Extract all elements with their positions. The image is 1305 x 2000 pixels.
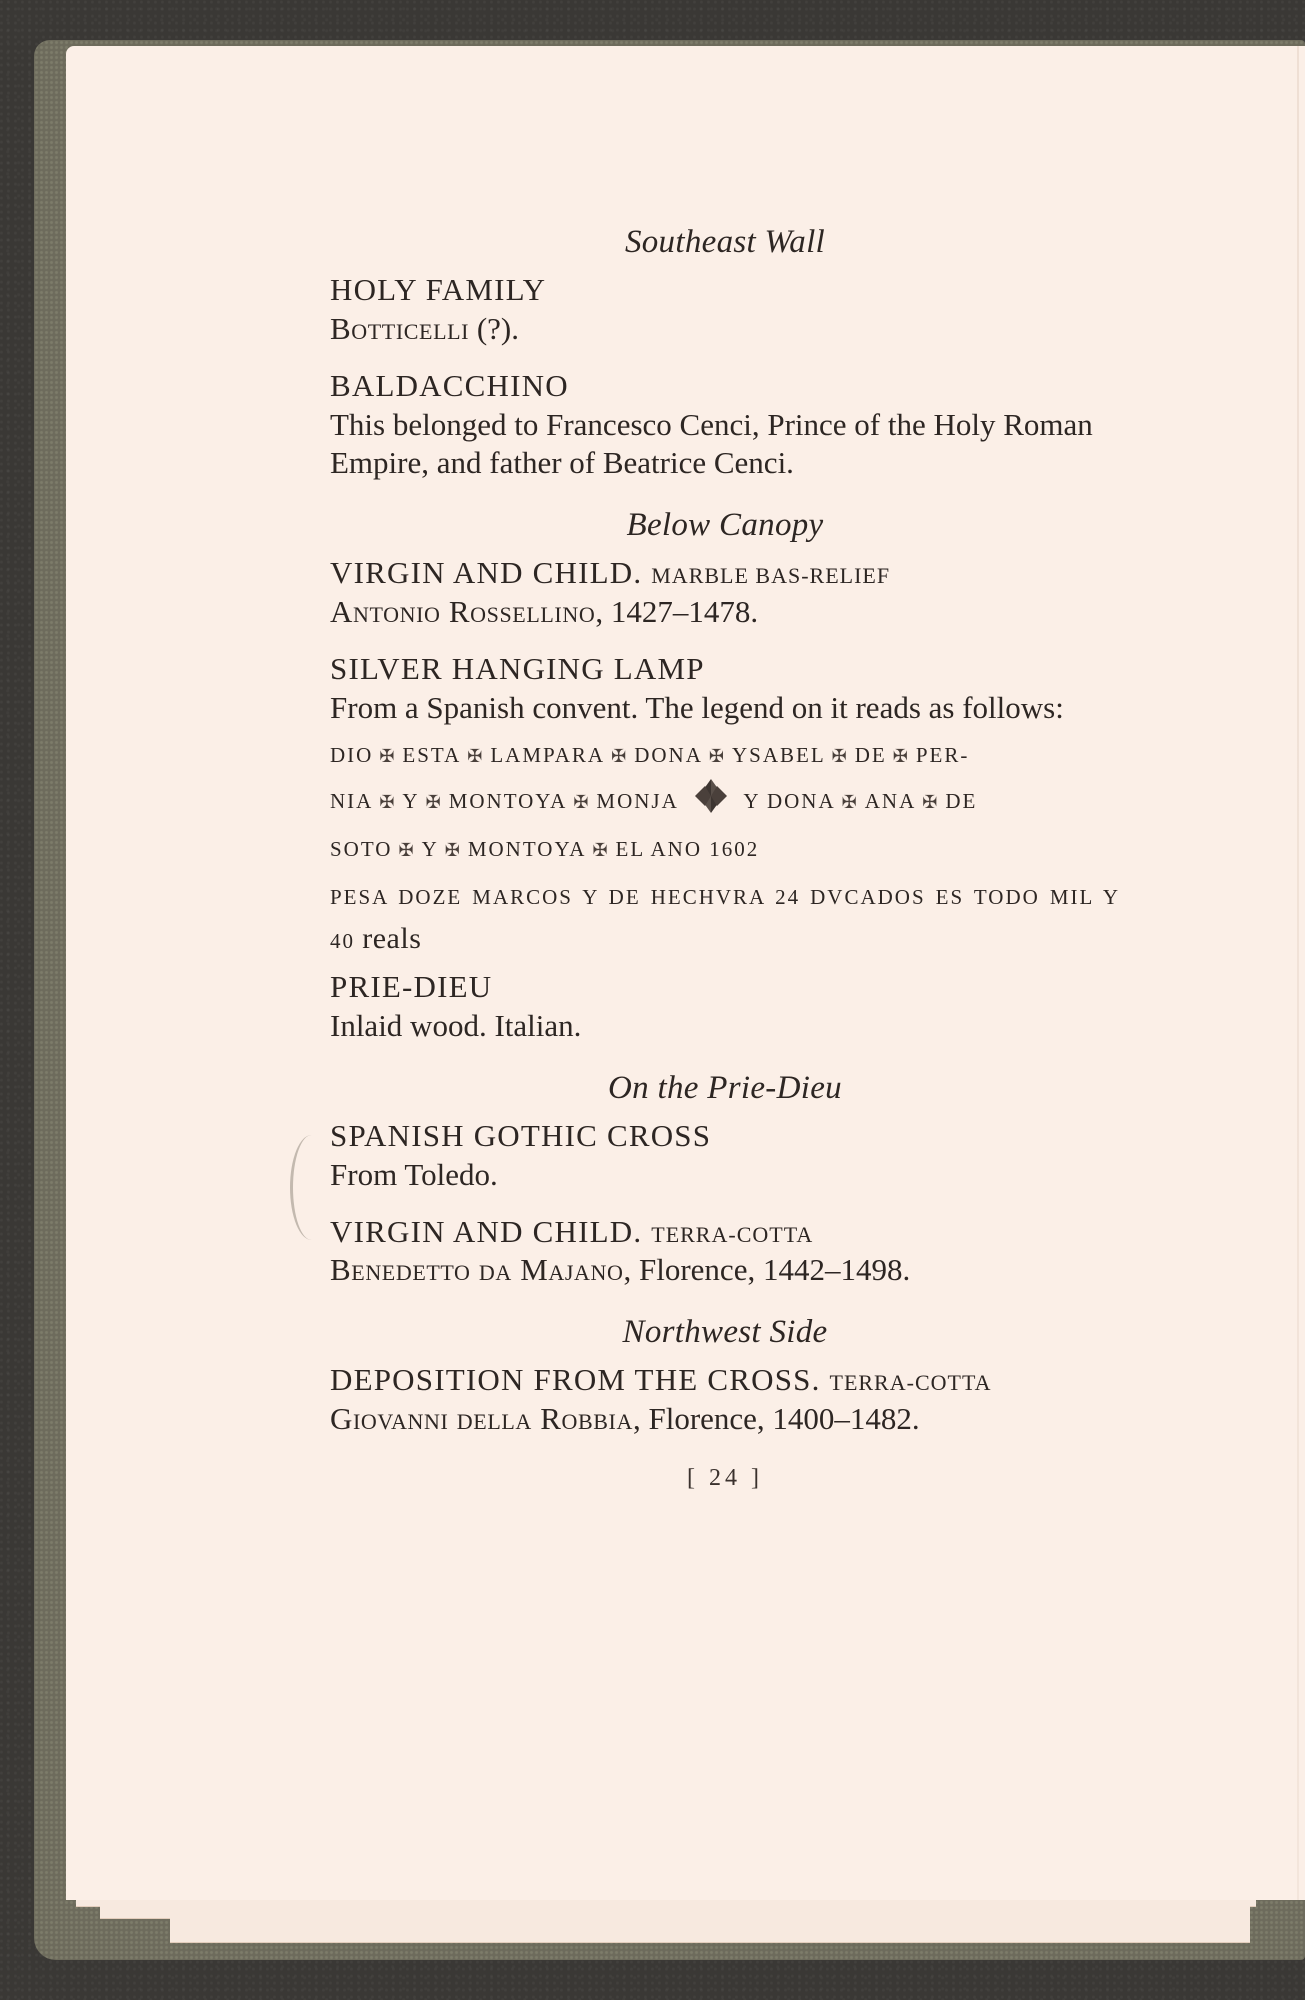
lamp-inscription [330, 735, 1120, 962]
section-heading-southeast-wall: Southeast Wall [624, 224, 826, 260]
section-heading-northwest-side: Northwest Side [622, 1314, 828, 1350]
inscription-weight: PESA DOZE MARCOS Y DE HECHVRA 24 DVCADOS ES TODO MIL Y 40 reals [330, 885, 1120, 956]
entry-title: SPANISH GOTHIC CROSS [330, 1118, 712, 1153]
inscription-word: Y DONA [743, 789, 836, 814]
inscription-word: Y [421, 837, 439, 862]
gutter-line [1297, 46, 1299, 1900]
inscription-word: DIO [330, 743, 374, 768]
entry-medium: MARBLE BAS-RELIEF [651, 563, 891, 589]
entry-virgin-and-child-terracotta [330, 1213, 1120, 1291]
entry-title: SILVER HANGING LAMP [330, 650, 705, 686]
entry-holy-family [330, 271, 1120, 349]
entry-title-line: VIRGIN AND CHILD. TERRA-COTTA [330, 1213, 814, 1249]
inscription-word: ESTA [402, 743, 462, 768]
entry-description: From Toledo. [330, 1156, 498, 1192]
inscription-line-1 [330, 735, 1120, 777]
maltese-cross-icon: ✠ [611, 746, 629, 767]
entry-attribution: Antonio Rossellino, 1427–1478. [330, 594, 759, 629]
entry-medium: TERRA-COTTA [829, 1370, 992, 1396]
entry-title: BALDACCHINO [330, 367, 569, 403]
maltese-cross-icon: ✠ [444, 840, 462, 861]
inscription-word: EL ANO 1602 [615, 837, 760, 862]
maltese-cross-icon: ✠ [831, 746, 849, 767]
section-heading-below-canopy: Below Canopy [626, 507, 824, 543]
inscription-word: MONJA [596, 789, 678, 814]
maltese-cross-icon: ✠ [467, 746, 485, 767]
inscription-word: LAMPARA [490, 743, 606, 768]
entry-prie-dieu [330, 968, 1120, 1046]
maltese-cross-icon: ✠ [922, 792, 940, 813]
entry-medium: TERRA-COTTA [651, 1221, 814, 1247]
entry-virgin-and-child-marble [330, 554, 1120, 632]
maltese-cross-icon: ✠ [379, 792, 397, 813]
inscription-word: PER- [915, 743, 970, 768]
maltese-cross-icon: ✠ [841, 792, 859, 813]
page-content [330, 222, 1120, 1492]
entry-title-line: VIRGIN AND CHILD. MARBLE BAS-RELIEF [330, 555, 891, 591]
entry-attribution: Benedetto da Majano, Florence, 1442–1498. [330, 1252, 911, 1288]
inscription-word: SOTO [330, 837, 393, 862]
pencil-bracket-mark [290, 1135, 333, 1240]
inscription-word: NIA [330, 789, 374, 814]
entry-spanish-gothic-cross [330, 1117, 1120, 1195]
inscription-word: DE [945, 789, 978, 814]
entry-attribution: Giovanni della Robbia, Florence, 1400–1482. [330, 1401, 920, 1436]
maltese-cross-icon: ✠ [379, 746, 397, 767]
entry-title: HOLY FAMILY [330, 272, 547, 308]
page-number: [ 24 ] [687, 1464, 763, 1491]
entry-title-line: DEPOSITION FROM THE CROSS. TERRA-COTTA [330, 1362, 992, 1398]
entry-baldacchino [330, 367, 1120, 483]
maltese-cross-icon: ✠ [573, 792, 591, 813]
underlying-page-edge [170, 1916, 1250, 1943]
entry-attribution: Botticelli (?). [330, 311, 519, 346]
entry-deposition [330, 1361, 1120, 1439]
entry-description: Inlaid wood. Italian. [330, 1008, 582, 1043]
quatrefoil-cross-icon [693, 777, 729, 829]
inscription-line-2 [330, 777, 1120, 829]
section-heading-on-the-prie-dieu: On the Prie-Dieu [608, 1069, 842, 1106]
maltese-cross-icon: ✠ [398, 840, 416, 861]
entry-silver-hanging-lamp [330, 650, 1120, 963]
maltese-cross-icon: ✠ [425, 792, 443, 813]
maltese-cross-icon: ✠ [892, 746, 910, 767]
inscription-word: MONTOYA [448, 789, 568, 814]
maltese-cross-icon: ✠ [708, 746, 726, 767]
inscription-word: YSABEL [731, 743, 826, 768]
inscription-word: DONA [634, 743, 703, 768]
maltese-cross-icon: ✠ [592, 840, 610, 861]
inscription-word: Y [402, 789, 420, 814]
entry-description: This belonged to Francesco Cenci, Prince of the Holy Roman Empire, and father of Beatrice Cenci. [330, 406, 1093, 481]
entry-description: From a Spanish convent. The legend on it reads as follows: [330, 689, 1064, 725]
inscription-word: DE [854, 743, 887, 768]
inscription-line-3 [330, 829, 1120, 871]
inscription-word: MONTOYA [467, 837, 587, 862]
entry-title: PRIE-DIEU [330, 969, 493, 1005]
inscription-word: ANA [864, 789, 917, 814]
